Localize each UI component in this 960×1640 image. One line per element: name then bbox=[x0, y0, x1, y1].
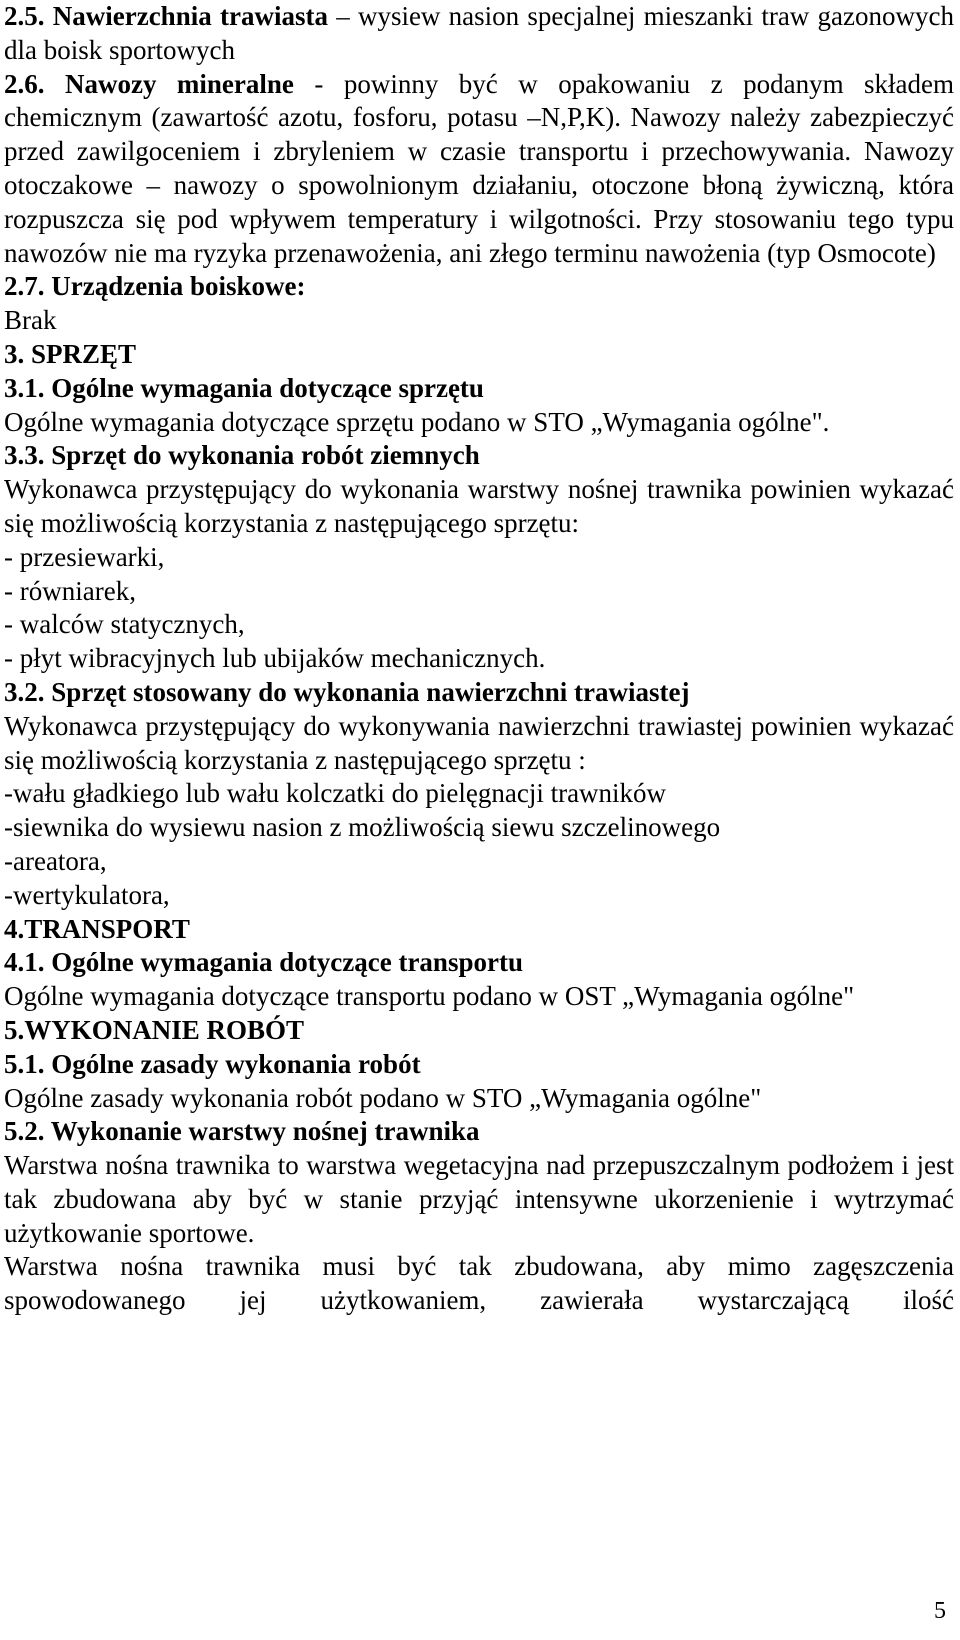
heading-3-3: 3.3. Sprzęt do wykonania robót ziemnych bbox=[4, 440, 480, 471]
heading-3-2: 3.2. Sprzęt stosowany do wykonania nawierzchni trawiastej bbox=[4, 676, 690, 707]
paragraph-5-2-a: Warstwa nośna trawnika to warstwa wegetacyjna nad przepuszczalnym podłożem i jest tak zbudowana aby być w stanie przyjąć intensywne ukorzenienie i wytrzymać użytkowanie sportowe. bbox=[4, 1150, 954, 1248]
paragraph-5-2-b: Warstwa nośna trawnika musi być tak zbudowana, aby mimo zagęszczenia spowodowanego jej użytkowaniem, zawierała wystarczającą ilość bbox=[4, 1251, 954, 1316]
section-2-6 bbox=[4, 68, 954, 271]
list-item: - przesiewarki, bbox=[4, 541, 165, 572]
section-2-5 bbox=[4, 0, 954, 68]
list-item: -wału gładkiego lub wału kolczatki do pielęgnacji trawników bbox=[4, 778, 667, 809]
paragraph-3-1: Ogólne wymagania dotyczące sprzętu podano w STO „Wymagania ogólne". bbox=[4, 406, 830, 437]
heading-3-1: 3.1. Ogólne wymagania dotyczące sprzętu bbox=[4, 372, 484, 403]
paragraph-brak: Brak bbox=[4, 305, 57, 336]
paragraph-3-2: Wykonawca przystępujący do wykonywania nawierzchni trawiastej powinien wykazać się możliwością korzystania z następującego sprzętu : bbox=[4, 710, 954, 775]
heading-2-7: 2.7. Urządzenia boiskowe: bbox=[4, 271, 306, 302]
section-number: 2.5. bbox=[4, 1, 53, 31]
heading-5-1: 5.1. Ogólne zasady wykonania robót bbox=[4, 1048, 421, 1079]
section-text: - powinny być w opakowaniu z podanym składem chemicznym (zawartość azotu, fosforu, potasu –N,P,K). Nawozy należy zabezpieczyć przed zawilgoceniem i zbryleniem w czasie transportu i przechowywania. Nawozy otoczakowe – nawozy o spowolnionym działaniu, otoczone błoną żywiczną, która rozpuszcza się pod wpływem temperatury i wilgotności. Przy stosowaniu tego typu nawozów nie ma ryzyka przenawożenia, ani złego terminu nawożenia (typ Osmocote) bbox=[4, 68, 955, 268]
list-item: -wertykulatora, bbox=[4, 879, 170, 910]
section-title: Nawozy mineralne bbox=[64, 68, 294, 99]
heading-4: 4.TRANSPORT bbox=[4, 913, 190, 944]
heading-3: 3. SPRZĘT bbox=[4, 338, 137, 369]
document-body bbox=[4, 0, 954, 1318]
paragraph-5-1: Ogólne zasady wykonania robót podano w STO „Wymagania ogólne" bbox=[4, 1082, 762, 1113]
list-item: - równiarek, bbox=[4, 575, 136, 606]
heading-5: 5.WYKONANIE ROBÓT bbox=[4, 1014, 305, 1045]
heading-4-1: 4.1. Ogólne wymagania dotyczące transportu bbox=[4, 947, 523, 978]
section-title: Nawierzchnia trawiasta bbox=[52, 1, 328, 31]
section-number: 2.6. bbox=[4, 68, 65, 99]
page-number: 5 bbox=[934, 1598, 946, 1624]
paragraph-3-3: Wykonawca przystępujący do wykonania warstwy nośnej trawnika powinien wykazać się możliwością korzystania z następującego sprzętu: bbox=[4, 474, 954, 538]
heading-5-2: 5.2. Wykonanie warstwy nośnej trawnika bbox=[4, 1116, 480, 1147]
list-item: -areatora, bbox=[4, 845, 107, 876]
paragraph-4-1: Ogólne wymagania dotyczące transportu podano w OST „Wymagania ogólne" bbox=[4, 981, 855, 1012]
list-item: - walców statycznych, bbox=[4, 609, 245, 640]
list-item: - płyt wibracyjnych lub ubijaków mechanicznych. bbox=[4, 643, 546, 674]
section-text: – wysiew nasion specjalnej mieszanki traw gazonowych dla boisk sportowych bbox=[4, 1, 954, 65]
list-item: -siewnika do wysiewu nasion z możliwością siewu szczelinowego bbox=[4, 812, 721, 843]
